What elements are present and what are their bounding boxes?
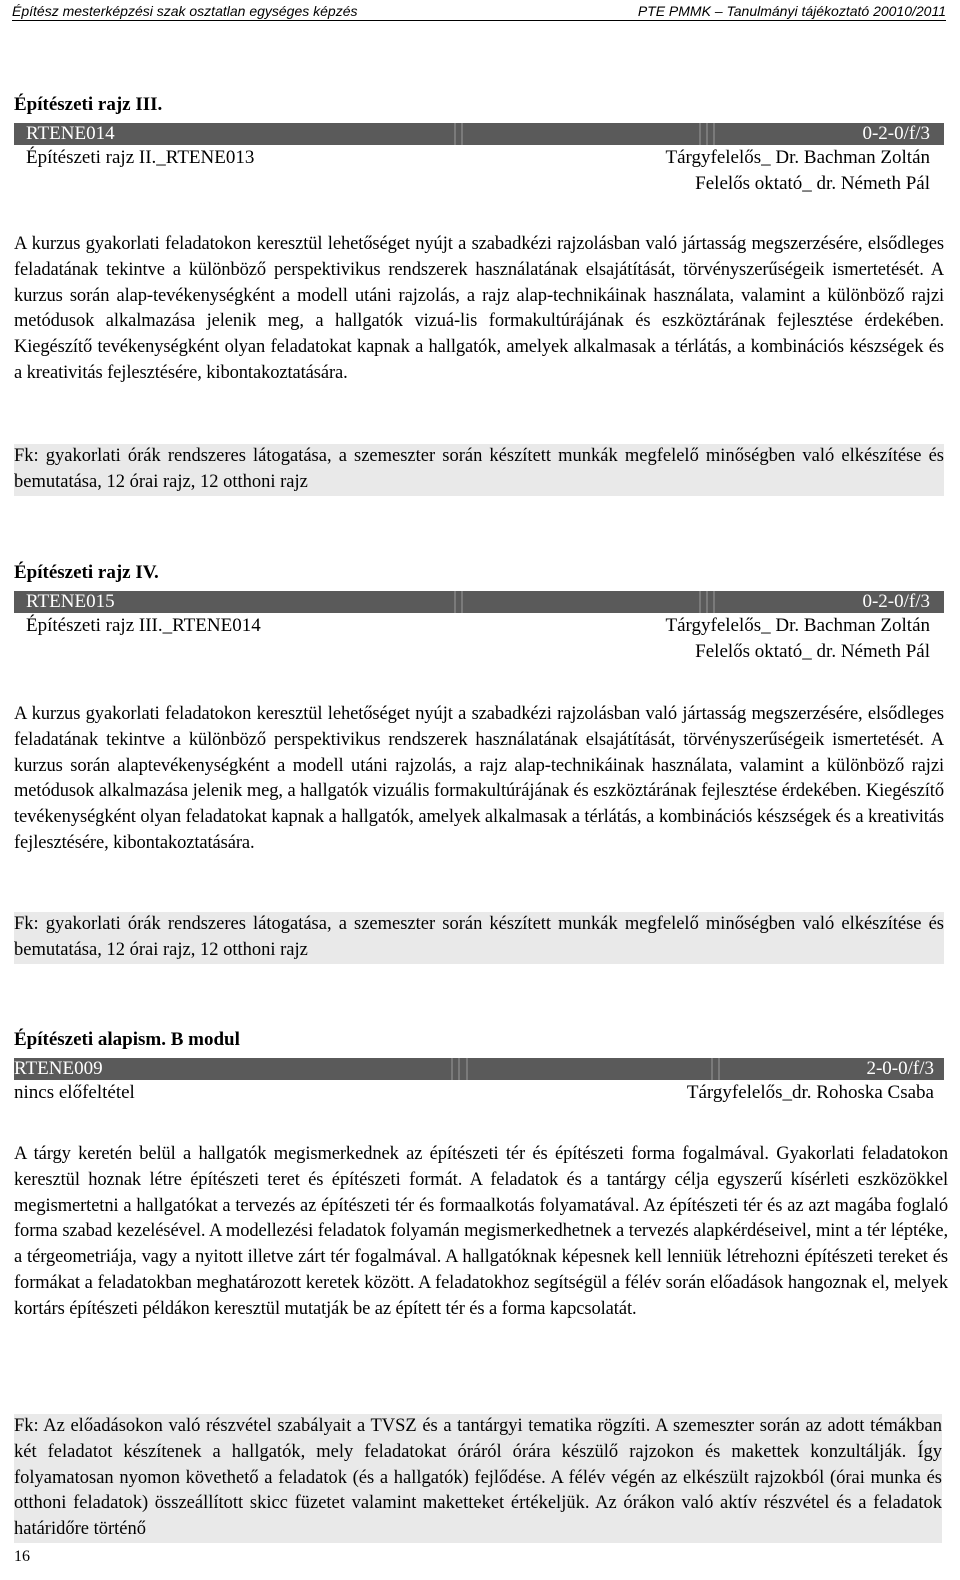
course-description: A kurzus gyakorlati feladatokon keresztül lehetőséget nyújt a szabadkézi rajzolásban való jártasság megszerzésére, elsődleges feladatának tekintve a különböző perspektivikus rendszerek használatának elsajátítását, törvényszerűségeik ismertetését. A kurzus során alaptevékenységként a modell utáni rajzolás, a rajz alap-technikáinak használata, valamint a különböző rajzi metódusok alkalmazása jelenik meg, a hallgatók vizuális formakultúrájának és eszköztárának fejlesztése érdekében. Kiegészítő tevékenységként olyan feladatokat kapnak a hallgatók, amelyek alkalmasak a térlátás, a kombinációs készségek és a kreativitás fejlesztésére, kibontakoztatására.	[14, 704, 944, 853]
course-description: A kurzus gyakorlati feladatokon keresztül lehetőséget nyújt a szabadkézi rajzolásban való jártasság megszerzésére, elsődleges feladatának tekintve a különböző perspektivikus rendszerek használatának elsajátítását, törvényszerűségeik ismertetését. A kurzus során alap-tevékenységként a modell utáni rajzolás, a rajz alap-technikáinak használata, valamint a különböző rajzi metódusok alkalmazása jelenik meg, a hallgatók vizuá-lis formakultúrájának és eszköztárának fejlesztése érdekében. Kiegészítő tevékenységként olyan feladatokat kapnak a hallgatók, amelyek alkalmasak a térlátás, a kombinációs készségek és a kreativitás fejlesztésére, kibontakoztatására.	[14, 234, 944, 383]
bar-divider	[699, 591, 701, 613]
course-staff	[665, 613, 930, 665]
course-staff	[665, 145, 930, 197]
course-title: Építészeti rajz IV.	[14, 562, 159, 583]
course-responsible: Tárgyfelelős_ Dr. Bachman Zoltán	[665, 615, 930, 636]
course-responsible: Tárgyfelelős_ Dr. Bachman Zoltán	[665, 147, 930, 168]
header-right: PTE PMMK – Tanulmányi tájékoztató 20010/2011	[637, 3, 946, 19]
course-code-bar	[14, 591, 944, 613]
course-block	[14, 1027, 944, 1103]
bar-divider	[711, 1058, 713, 1080]
bar-divider	[706, 123, 708, 145]
header-left: Építész mesterképzési szak osztatlan egységes képzés	[12, 3, 358, 19]
bar-divider	[713, 123, 715, 145]
course-code: RTENE009	[14, 1058, 103, 1079]
course-prerequisite: Építészeti rajz III._RTENE014	[26, 615, 261, 636]
course-code: RTENE015	[26, 591, 115, 612]
bar-divider	[461, 591, 463, 613]
bar-divider	[713, 591, 715, 613]
bar-divider	[454, 123, 456, 145]
bar-divider	[461, 123, 463, 145]
bar-divider	[718, 1058, 720, 1080]
course-code: RTENE014	[26, 123, 115, 144]
course-title: Építészeti rajz III.	[14, 94, 163, 115]
course-description: A tárgy keretén belül a hallgatók megismerkednek az építészeti tér és építészeti forma fogalmával. Gyakorlati feladatokon keresztül hoznak létre építészeti teret és építészeti formát. A feladatok és a tantárgy célja egyszerű kísérleti eszközökkel megismertetni a hallgatókat a tervezés az építészeti tér és formaalkotás folyamatával. Az építészeti tér és az azt magába foglaló forma szabad kezelésével. A modellezési feladatok folyamán megismerkedhetnek a tervezés alapkérdéseivel, mint a tér léptéke, a térgeometriája, vagy a nyitott illetve zárt tér fogalmával. A hallgatóknak képesnek kell lenniük létrehozni építészeti tereket és formákat a feladatokban meghatározott keretek között. A feladatokhoz segítségül a félév során előadások hangoznak el, melyek kortárs építészeti példákon keresztül mutatják be az épített tér és a forma kapcsolatát.	[14, 1144, 948, 1319]
bar-divider	[458, 1058, 460, 1080]
course-block	[14, 560, 944, 662]
course-prerequisite: nincs előfeltétel	[14, 1082, 135, 1103]
course-credits: 2-0-0/f/3	[866, 1058, 934, 1079]
bar-divider	[454, 591, 456, 613]
course-instructor: Felelős oktató_ dr. Németh Pál	[695, 173, 930, 194]
page-header	[12, 2, 946, 21]
page-number: 16	[14, 1548, 30, 1565]
course-title: Építészeti alapism. B modul	[14, 1029, 240, 1050]
course-requirements: Fk: gyakorlati órák rendszeres látogatása, a szemeszter során készített munkák megfelelő minőségben való elkészítése és bemutatása, 12 órai rajz, 12 otthoni rajz	[14, 444, 944, 496]
course-requirements: Fk: gyakorlati órák rendszeres látogatása, a szemeszter során készített munkák megfelelő minőségben való elkészítése és bemutatása, 12 órai rajz, 12 otthoni rajz	[14, 912, 944, 964]
course-responsible: Tárgyfelelős_dr. Rohoska Csaba	[686, 1082, 934, 1103]
course-prerequisite: Építészeti rajz II._RTENE013	[26, 147, 255, 168]
course-credits: 0-2-0/f/3	[862, 123, 930, 144]
course-staff	[687, 1080, 934, 1106]
course-credits: 0-2-0/f/3	[862, 591, 930, 612]
bar-divider	[466, 1058, 468, 1080]
bar-divider	[451, 1058, 453, 1080]
bar-divider	[699, 123, 701, 145]
course-requirements: Fk: Az előadásokon való részvétel szabályait a TVSZ és a tantárgyi tematika rögzíti. A szemeszter során az adott témákban két feladatot készítenek a hallgatók, mely feladatokat óráról órára készülő rajzokon és makettek konzultálják. Így folyamatosan nyomon követhető a feladatok (és a hallgatók) fejlődése. A félév végén az elkészült rajzokból (órai munka és otthoni feladatok) összeállított skicc füzetet valamint maketteket értékeljük. Az órákon való aktív részvétel és a feladatok határidőre történő	[14, 1414, 942, 1543]
course-instructor: Felelős oktató_ dr. Németh Pál	[695, 641, 930, 662]
course-code-bar	[14, 1058, 944, 1080]
bar-divider	[706, 591, 708, 613]
course-code-bar	[14, 123, 944, 145]
course-block	[14, 92, 944, 194]
